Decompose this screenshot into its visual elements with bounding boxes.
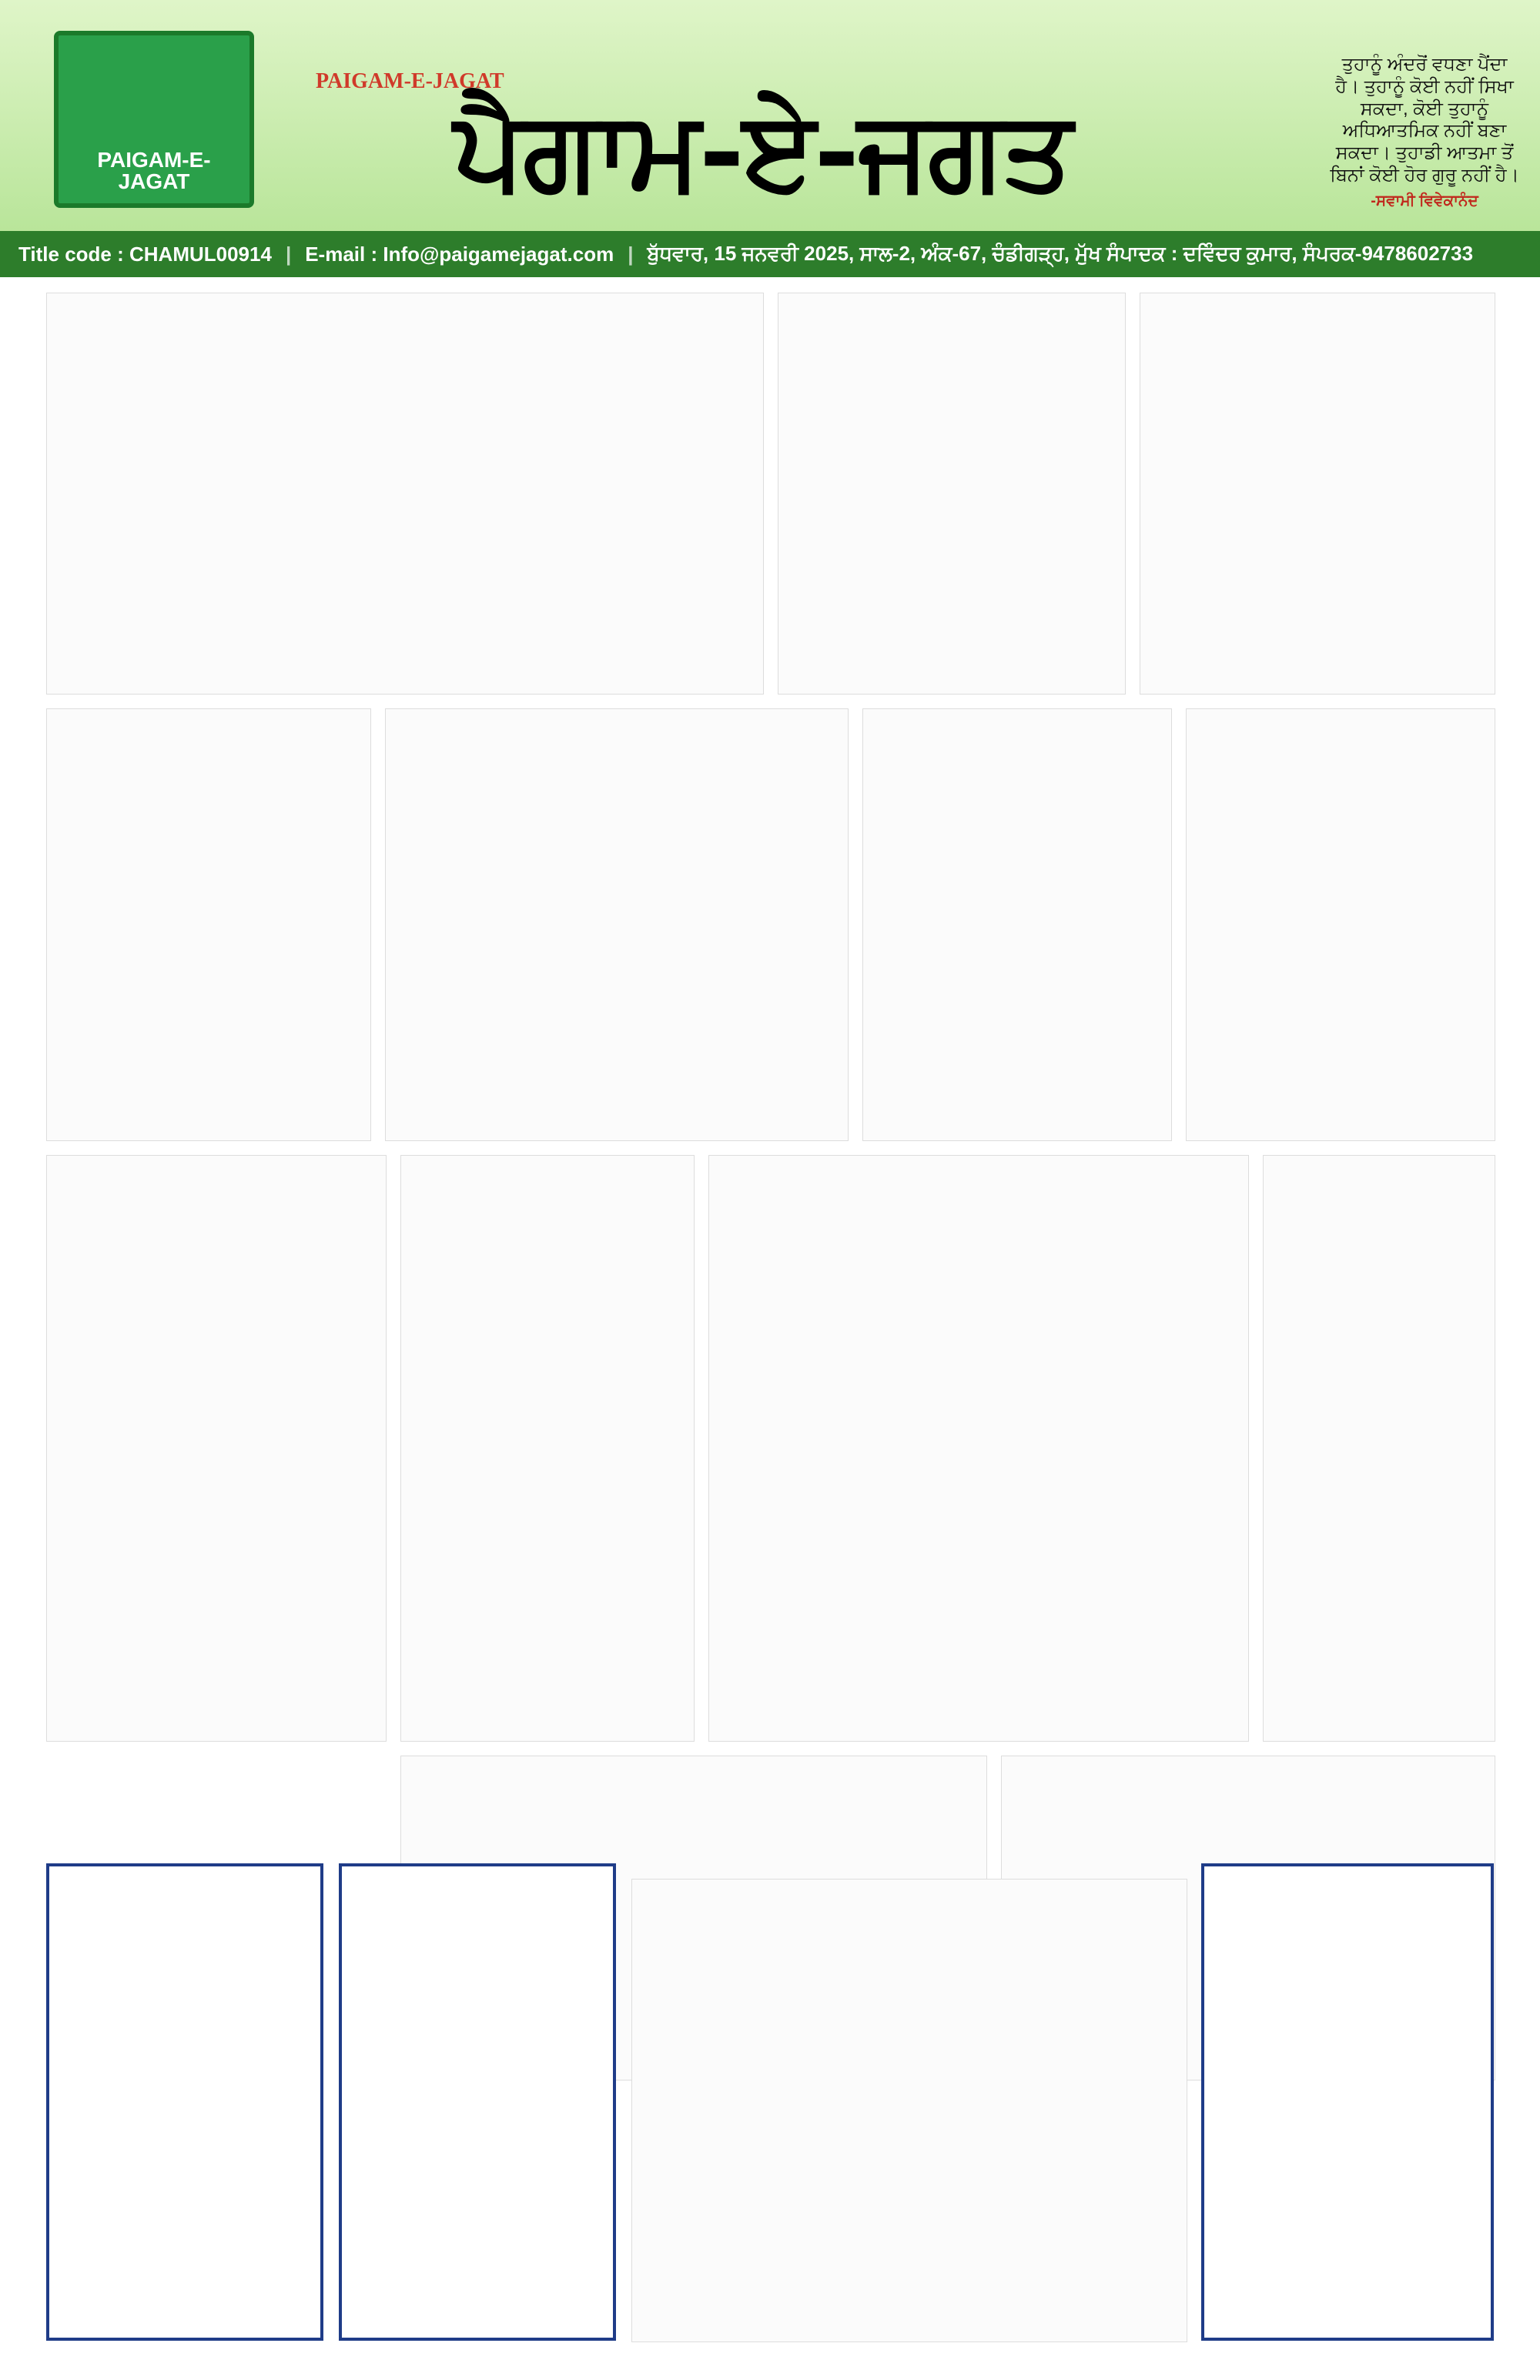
quote-signature: -ਸਵਾਮੀ ਵਿਵੇਕਾਨੰਦ: [1371, 192, 1478, 209]
row2-col4: [1186, 708, 1495, 1141]
row2-col2: [385, 708, 849, 1141]
masthead-quote: [1324, 54, 1525, 210]
row3-col3: [708, 1155, 1249, 1742]
bottom-center-story: [631, 1879, 1187, 2342]
separator: |: [285, 242, 292, 266]
email: E-mail : Info@paigamejagat.com: [305, 242, 614, 266]
row2-col1: [46, 708, 371, 1141]
top-left-headline-block: [46, 293, 764, 695]
date-and-editor: ਬੁੱਧਵਾਰ, 15 ਜਨਵਰੀ 2025, ਸਾਲ-2, ਅੰਕ-67, ਚੰਡੀਗੜ੍ਹ, ਮੁੱਖ ਸੰਪਾਦਕ : ਦਵਿੰਦਰ ਕੁਮਾਰ, ਸੰਪਰਕ-9478602733: [647, 242, 1474, 265]
row3-col1: [46, 1155, 387, 1742]
title-code: Title code : CHAMUL00914: [18, 242, 272, 266]
content-area: [46, 293, 1494, 2356]
quote-line: ਹੈ। ਤੁਹਾਨੂੰ ਕੋਈ ਨਹੀਂ ਸਿਖਾ: [1335, 75, 1514, 97]
quote-line: ਸਕਦਾ। ਤੁਹਾਡੀ ਆਤਮਾ ਤੋਂ: [1335, 142, 1514, 164]
top-right-headline-block: [1140, 293, 1495, 695]
row3-col2: [400, 1155, 695, 1742]
logo: [54, 31, 254, 208]
ad-kanwar-arora: [46, 1863, 323, 2341]
quote-line: ਬਿਨਾਂ ਕੋਈ ਹੋਰ ਗੁਰੂ ਨਹੀਂ ਹੈ।: [1330, 164, 1519, 186]
top-middle-headline-block: [778, 293, 1126, 695]
ad-arora-institute: [339, 1863, 616, 2341]
ad-isvr: [1201, 1863, 1494, 2341]
separator: |: [628, 242, 634, 266]
logo-text: PAIGAM-E-JAGAT: [97, 148, 211, 193]
masthead-subtitle: PAIGAM-E-JAGAT: [316, 69, 504, 93]
masthead-title-text: ਪੈਗਾਮ-ਏ-ਜਗਤ: [454, 86, 1071, 214]
masthead-info-bar: [0, 231, 1540, 277]
quote-line: ਤੁਹਾਨੂੰ ਅੰਦਰੋਂ ਵਧਣਾ ਪੈਂਦਾ: [1341, 54, 1508, 75]
masthead-title: [262, 86, 1263, 214]
quote-line: ਅਧਿਆਤਮਿਕ ਨਹੀਂ ਬਣਾ: [1342, 120, 1507, 142]
row3-col4: [1263, 1155, 1495, 1742]
masthead: [0, 0, 1540, 231]
quote-line: ਸਕਦਾ, ਕੋਈ ਤੁਹਾਨੂੰ: [1360, 98, 1489, 119]
row2-col3: [862, 708, 1172, 1141]
